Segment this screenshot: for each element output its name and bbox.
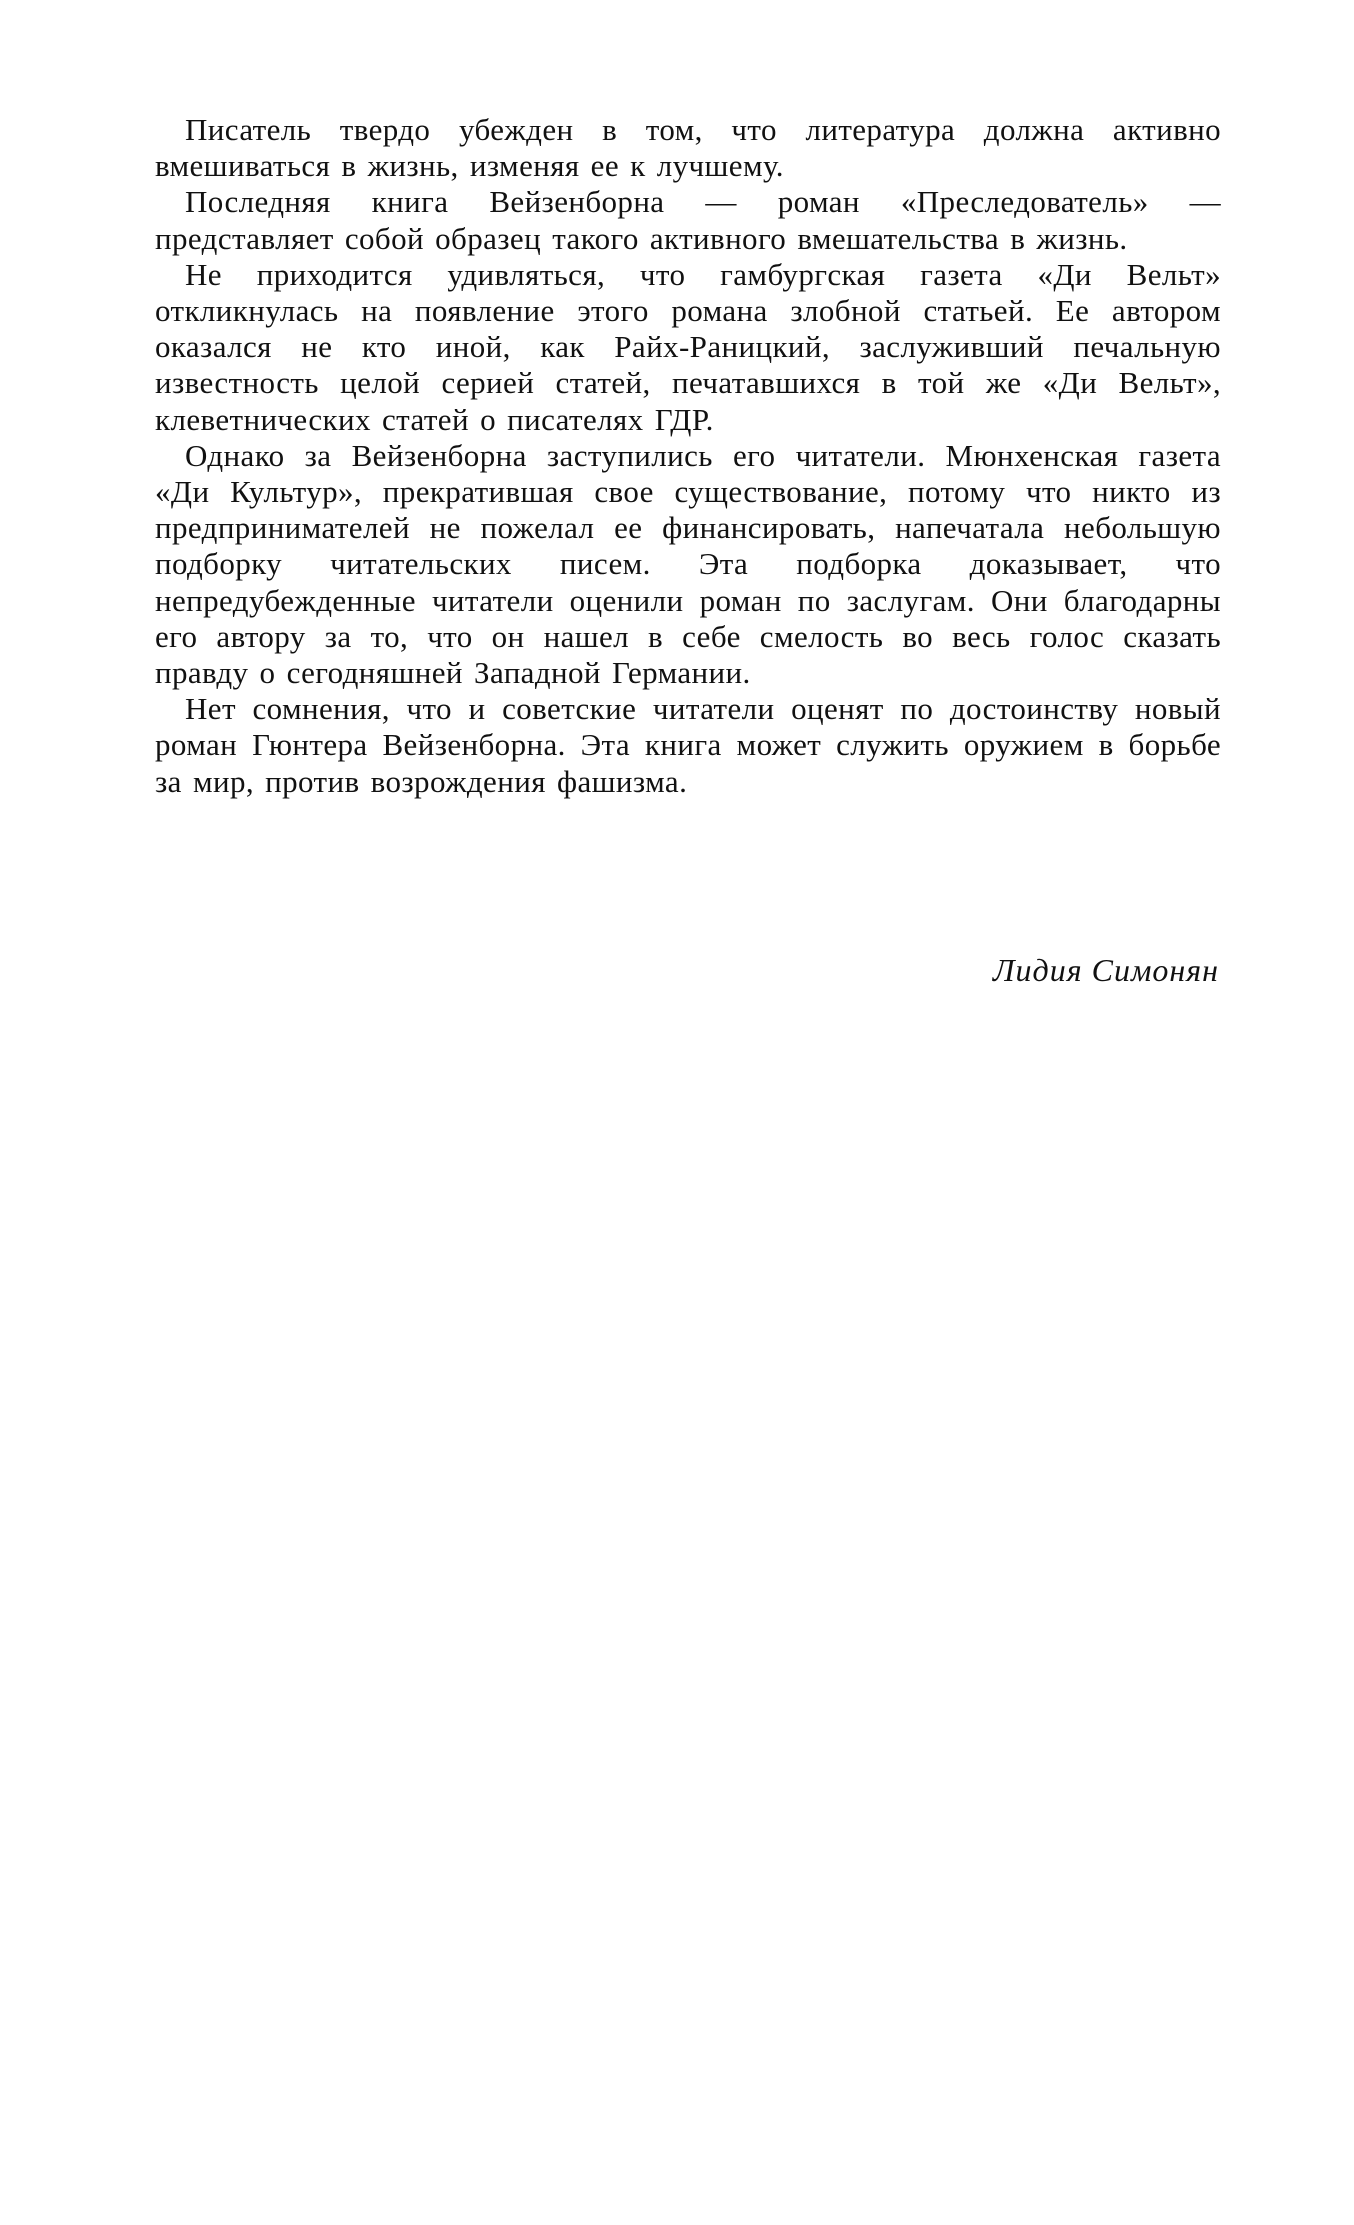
article-text bbox=[155, 112, 1221, 800]
paragraph-4: Однако за Вейзенборна заступились его читатели. Мюнхенская газета «Ди Культур», прекратившая свое существование, потому что никто из предпринимателей не пожелал ее финансировать, напечатала небольшую подборку читательских писем. Эта подборка доказывает, что непредубежденные читатели оценили роман по заслугам. Они благодарны его автору за то, что он нашел в себе смелость во весь голос сказать правду о сегодняшней Западной Германии. bbox=[155, 437, 1221, 691]
paragraph-1: Писатель твердо убежден в том, что литература должна активно вмешиваться в жизнь, изменяя ее к лучшему. bbox=[155, 112, 1221, 184]
paragraph-3: Не приходится удивляться, что гамбургская газета «Ди Вельт» откликнулась на появление этого романа злобной статьей. Ее автором оказался не кто иной, как Райх-Раницкий, заслуживший печальную известность целой серией статей, печатавшихся в той же «Ди Вельт», клеветнических статей о писателях ГДР. bbox=[155, 256, 1221, 437]
author-signature: Лидия Симонян bbox=[992, 952, 1219, 988]
paragraph-5: Нет сомнения, что и советские читатели оценят по достоинству новый роман Гюнтера Вейзенборна. Эта книга может служить оружием в борьбе за мир, против возрождения фашизма. bbox=[155, 691, 1221, 799]
paragraph-2: Последняя книга Вейзенборна — роман «Преследователь» — представляет собой образец такого активного вмешательства в жизнь. bbox=[155, 184, 1221, 256]
